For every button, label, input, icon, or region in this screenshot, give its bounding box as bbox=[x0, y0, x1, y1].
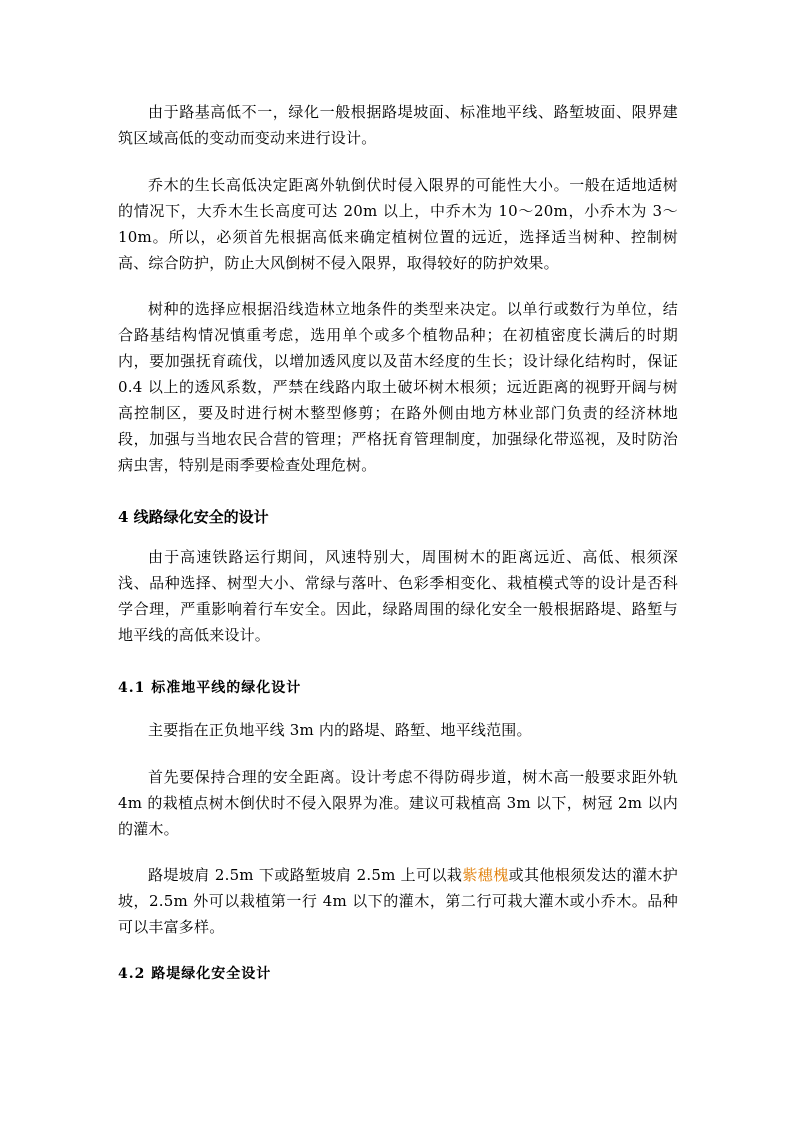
paragraph-roadbed-height: 由于路基高低不一，绿化一般根据路堤坡面、标准地平线、路堑坡面、限界建筑区域高低的变动而变动来进行设计。 bbox=[118, 103, 678, 147]
paragraph-7-text-before: 路堤坡肩 2.5m 下或路堑坡肩 2.5m 上可以栽 bbox=[148, 866, 463, 884]
paragraph-safe-distance: 首先要保持合理的安全距离。设计考虑不得防碍步道，树木高一般要求距外轨 4m 的栽植点树木倒伏时不侵入限界为准。建议可栽植高 3m 以下，树冠 2m 以内的灌木。 bbox=[118, 768, 678, 838]
paragraph-ground-level-range: 主要指在正负地平线 3m 内的路堤、路堑、地平线范围。 bbox=[148, 721, 532, 739]
subsection-heading-4-2: 4.2 路堤绿化安全设计 bbox=[118, 966, 272, 982]
subsection-heading-4-1: 4.1 标准地平线的绿化设计 bbox=[118, 680, 302, 696]
paragraph-safety-design: 由于高速铁路运行期间，风速特别大，周围树木的距离远近、高低、根须深浅、品种选择、树型大小、常绿与落叶、色彩季相变化、栽植模式等的设计是否科学合理，严重影响着行车安全。因此，绿路周围的绿化安全一般根据路堤、路堑与地平线的高低来设计。 bbox=[118, 548, 678, 644]
highlighted-term-link[interactable]: 紫穗槐 bbox=[462, 866, 509, 884]
paragraph-embankment-shoulder bbox=[118, 862, 678, 940]
section-heading-4: 4 线路绿化安全的设计 bbox=[118, 508, 269, 526]
paragraph-7-text-after: 或其他根须发达的灌木护坡，2.5m 外可以栽植第一行 4m 以下的灌木，第二行可栽大灌木或小乔木。品种可以丰富多样。 bbox=[118, 866, 679, 936]
paragraph-tree-height: 乔木的生长高低决定距离外轨倒伏时侵入限界的可能性大小。一般在适地适树的情况下，大乔木生长高度可达 20m 以上，中乔木为 10～20m，小乔木为 3～10m。所以，必须首先根据高低来确定植树位置的远近，选择适当树种、控制树高、综合防护，防止大风倒树不侵入限界，取得较好的防护效果。 bbox=[118, 176, 678, 272]
paragraph-species-selection: 树种的选择应根据沿线造林立地条件的类型来决定。以单行或数行为单位，结合路基结构情况慎重考虑，选用单个或多个植物品种；在初植密度长满后的时期内，要加强抚育疏伐，以增加透风度以及苗木经度的生长；设计绿化结构时，保证 0.4 以上的透风系数，严禁在线路内取土破坏树木根须；远近距离的视野开阔与树高控制区，要及时进行树木整型修剪；在路外侧由地方林业部门负责的经济林地段，加强与当地农民合营的管理；严格抚育管理制度，加强绿化带巡视，及时防治病虫害，特别是雨季要检查处理危树。 bbox=[118, 300, 678, 474]
